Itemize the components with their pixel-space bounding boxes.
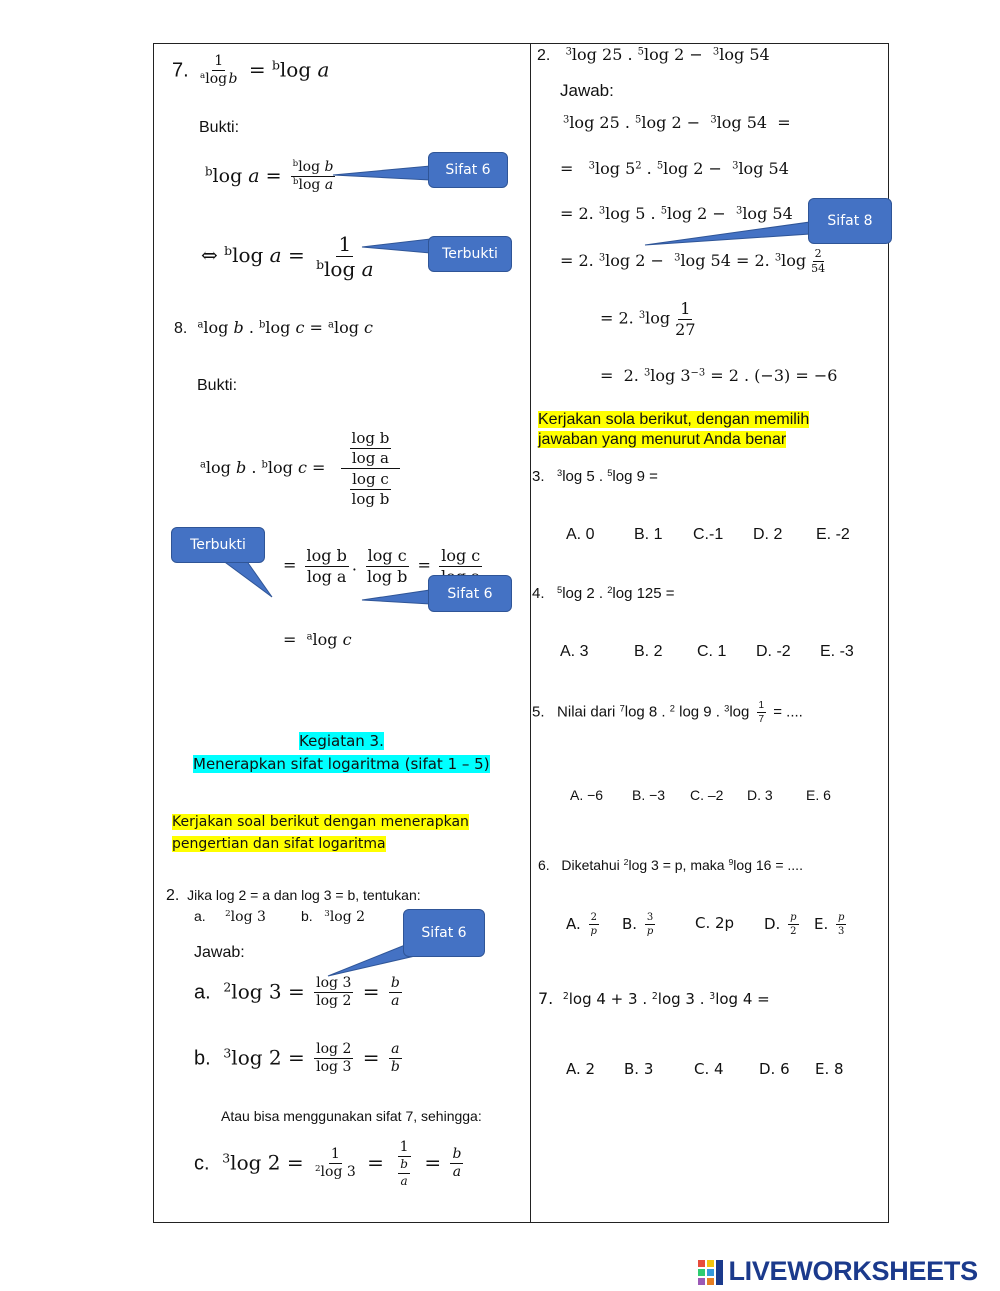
callout-sifat-6-proof7: Sifat 6 <box>428 152 508 188</box>
question-4-option-b[interactable]: B. 2 <box>634 643 663 660</box>
liveworksheets-logo <box>698 1256 978 1287</box>
property-7-statement: 7. $\frac{1}{^a\log b}$ = $^b$log a <box>172 53 330 88</box>
proof-7-line-1: $^b$log a = $\frac{^b\log b}{^b\log a}$ <box>205 159 334 194</box>
right-step-4: = 2. $^3$log 2 − $^3$log 54 = 2. $^3$log $\frac{2}{54}$ <box>560 247 826 276</box>
question-7-option-e[interactable]: E. 8 <box>815 1060 844 1078</box>
callout-terbukti-proof8: Terbukti <box>171 527 265 563</box>
left-question-2: 2. Jika log 2 = a dan log 3 = b, tentukan: <box>166 887 421 904</box>
right-jawab-label: Jawab: <box>560 81 614 100</box>
question-5-option-d[interactable]: D. 3 <box>747 787 773 803</box>
left-question-2-parts: a. $^2$log 3 b. $^3$log 2 <box>194 908 366 925</box>
question-7-option-a[interactable]: A. 2 <box>566 1060 596 1078</box>
callout-sifat-6-proof8: Sifat 6 <box>428 575 512 612</box>
question-5: 5. Nilai dari $^7$log 8 . $^2$ log 9 . $^3$log $\frac{1}{7}$ = .... <box>532 700 803 725</box>
question-4-option-a[interactable]: A. 3 <box>560 643 589 660</box>
question-6: 6. Diketahui $^2$log 3 = p, maka $^9$log 16 = .... <box>538 857 803 873</box>
right-step-5: = 2. $^3$log $\frac{1}{27}$ <box>600 299 696 339</box>
question-5-option-c[interactable]: C. –2 <box>690 787 724 803</box>
proof-7-line-2: ⇔ $^b$log a = $\frac{1}{^b\log a}$ <box>201 232 374 281</box>
question-4-option-d[interactable]: D. -2 <box>756 643 791 660</box>
question-6-option-d[interactable]: D. $\frac{p}{2}$ <box>764 912 797 937</box>
right-question-2: 2. $^3$log 25 . $^5$log 2 − $^3$log 54 <box>537 45 770 64</box>
left-jawab-label: Jawab: <box>194 944 245 961</box>
proof-8-line-2: = $\frac{\text{log b}}{\text{log a}}$ . $\frac{\text{log c}}{\text{log b}}$ = log c <box>283 546 481 586</box>
liveworksheets-logo-text: LIVEWORKSHEETS <box>728 1256 978 1286</box>
question-3-option-b[interactable]: B. 1 <box>634 526 663 543</box>
question-7: 7. $^2$log 4 + 3 . $^2$log 3 . $^3$log 4 = <box>538 989 770 1008</box>
question-4: 4. $^5$log 2 . $^2$log 125 = <box>532 584 675 602</box>
callout-sifat-6-answer: Sifat 6 <box>403 909 485 957</box>
right-step-1: $^3$log 25 . $^5$log 2 − $^3$log 54 = <box>563 113 791 132</box>
question-4-option-c[interactable]: C. 1 <box>697 643 727 660</box>
right-step-6: = 2. $^3$log $3^{-3} = 2$ . (−3) = −6 <box>600 366 838 385</box>
property-8-statement: 8. $^a$log b . $^b$log c = $^a$log c <box>174 318 374 337</box>
proof-8-line-1: $^a$log b . $^b$log c = $\frac{\frac{\text{log b}}{\text{log a}}}{\frac{\text{log c}}{\text{log b}}}$ <box>200 430 403 507</box>
answer-b: b. $^3$log 2 = $\frac{\log 2}{\log 3}$ = $\frac{a}{b}$ <box>194 1041 400 1076</box>
left-instruction: Kerjakan soal berikut dengan menerapkan pengertian dan sifat logaritma <box>172 814 469 852</box>
callout-terbukti-proof7: Terbukti <box>428 236 512 272</box>
question-3: 3. $^3$log 5 . $^5$log 9 = <box>532 467 658 485</box>
bukti-label-1: Bukti: <box>199 119 240 136</box>
right-instruction: Kerjakan sola berikut, dengan memilih jawaban yang menurut Anda benar <box>538 411 810 448</box>
question-3-option-d[interactable]: D. 2 <box>753 526 783 543</box>
kegiatan-subtitle: Menerapkan sifat logaritma (sifat 1 – 5) <box>193 755 490 773</box>
question-5-option-b[interactable]: B. −3 <box>632 787 666 803</box>
question-7-option-d[interactable]: D. 6 <box>759 1060 790 1078</box>
question-7-option-b[interactable]: B. 3 <box>624 1060 654 1078</box>
question-6-option-b[interactable]: B. $\frac{3}{p}$ <box>622 912 654 937</box>
proof-8-line-3: = $^a$log c <box>283 630 352 649</box>
answer-a: a. $^2$log 3 = $\frac{\log 3}{\log 2}$ = $\frac{b}{a}$ <box>194 975 400 1010</box>
question-3-option-e[interactable]: E. -2 <box>816 526 850 543</box>
question-6-option-a[interactable]: A. $\frac{2}{p}$ <box>566 912 597 937</box>
callout-sifat-8: Sifat 8 <box>808 198 892 244</box>
question-3-option-a[interactable]: A. 0 <box>566 526 595 543</box>
liveworksheets-logo-icon <box>698 1259 724 1285</box>
bukti-label-2: Bukti: <box>197 377 238 394</box>
kegiatan-title: Kegiatan 3. <box>299 732 384 750</box>
alternative-note: Atau bisa menggunakan sifat 7, sehingga: <box>221 1108 482 1124</box>
question-4-option-e[interactable]: E. -3 <box>820 643 854 660</box>
question-7-option-c[interactable]: C. 4 <box>694 1060 724 1078</box>
question-5-option-e[interactable]: E. 6 <box>806 787 831 803</box>
right-step-3: = 2. $^3$log 5 . $^5$log 2 − $^3$log 54 <box>560 204 793 223</box>
question-3-option-c[interactable]: C.-1 <box>693 526 724 543</box>
answer-c: c. $^3$log 2 = $\frac{1}{^2\log 3}$ = $\frac{1}{\frac{b}{a}}$ = $\frac{b}{a}$ <box>194 1139 462 1188</box>
right-step-2: = $^3$log $5^2$ . $^5$log 2 − $^3$log 54 <box>560 159 789 178</box>
question-5-option-a[interactable]: A. −6 <box>570 787 604 803</box>
question-6-option-c[interactable]: C. 2p <box>695 914 735 932</box>
question-6-option-e[interactable]: E. $\frac{p}{3}$ <box>814 912 845 937</box>
